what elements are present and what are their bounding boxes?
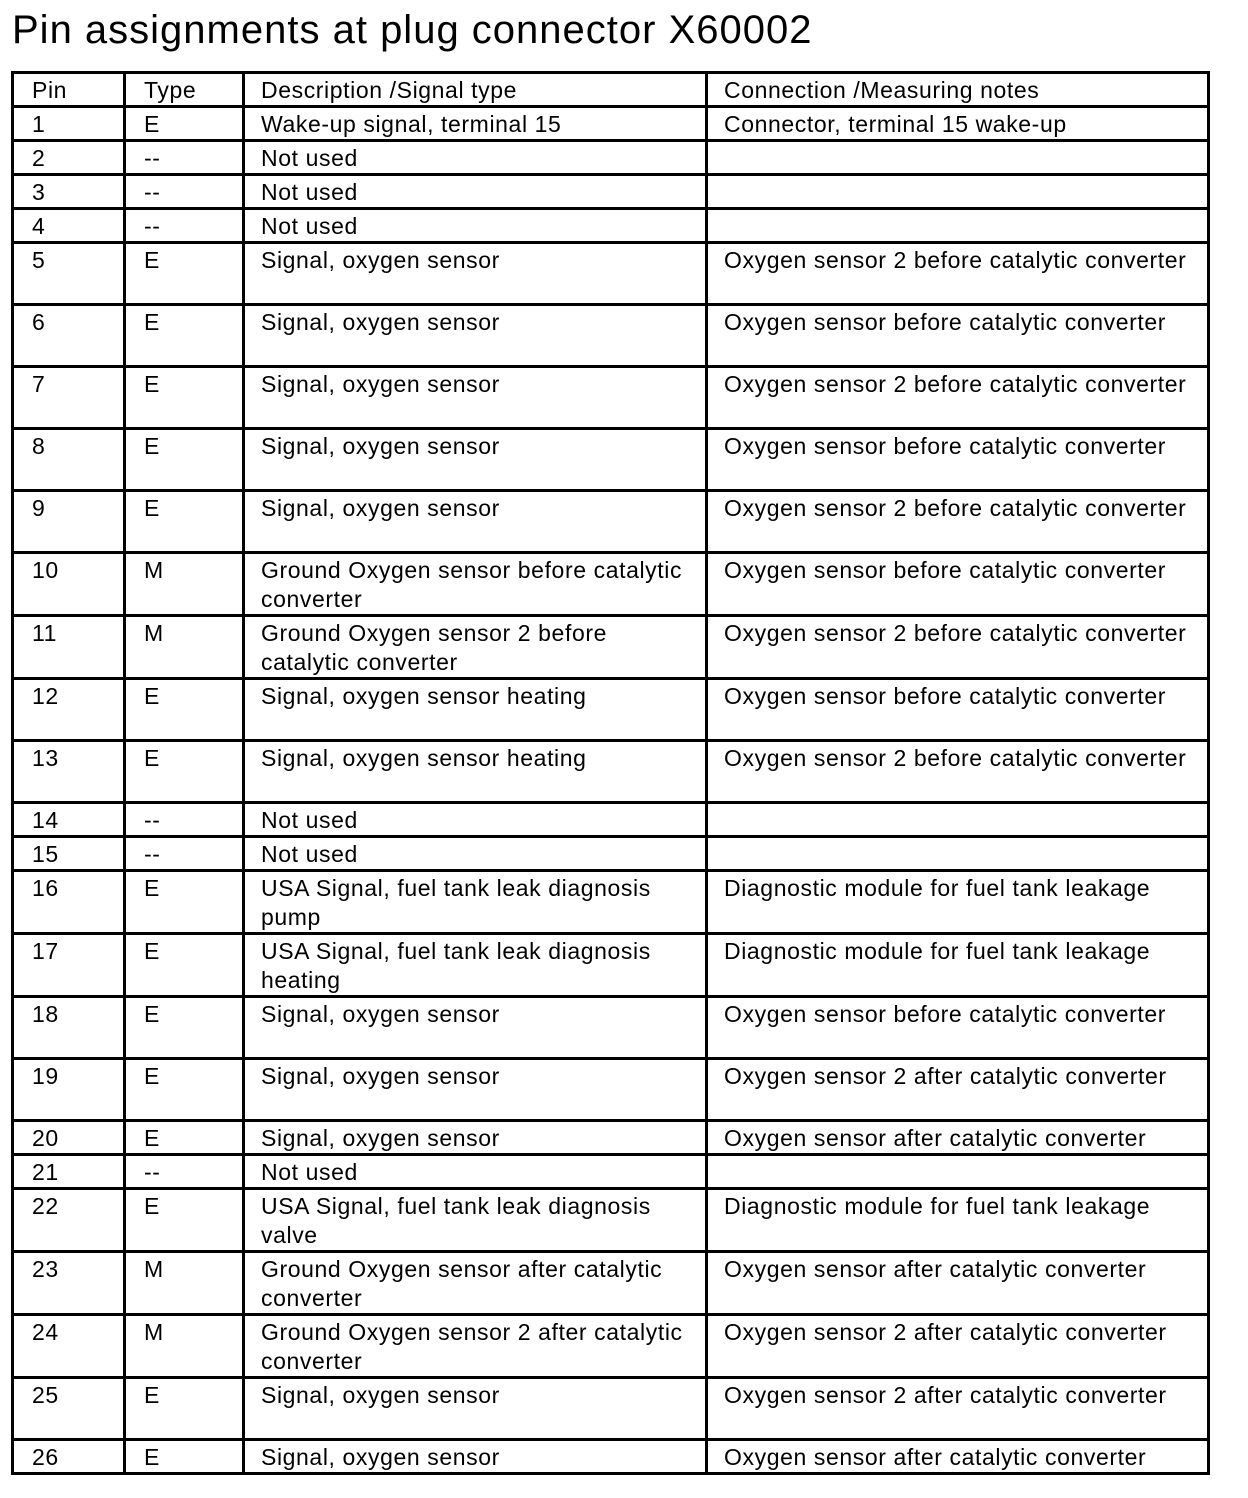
type-cell: E [126, 430, 242, 489]
table-body [14, 108, 1207, 1472]
type-cell: E [126, 306, 242, 365]
pin-cell: 18 [14, 998, 123, 1057]
connection-cell: Diagnostic module for fuel tank leakage [708, 872, 1207, 932]
table-row [14, 306, 1207, 365]
type-cell: E [126, 1122, 242, 1153]
description-cell: Signal, oxygen sensor [245, 368, 705, 427]
type-cell: -- [126, 176, 242, 207]
table-row [14, 872, 1207, 932]
connection-cell: Oxygen sensor before catalytic converter [708, 554, 1207, 614]
table-row [14, 838, 1207, 869]
table-row [14, 998, 1207, 1057]
page-title: Pin assignments at plug connector X60002 [12, 8, 813, 52]
description-cell: Not used [245, 804, 705, 835]
type-cell: E [126, 872, 242, 932]
description-cell: Ground Oxygen sensor after catalytic converter [245, 1253, 705, 1313]
pin-cell: 25 [14, 1379, 123, 1438]
pin-cell: 2 [14, 142, 123, 173]
type-cell: -- [126, 142, 242, 173]
table-row [14, 1253, 1207, 1313]
connection-cell: Oxygen sensor before catalytic converter [708, 998, 1207, 1057]
pin-cell: 3 [14, 176, 123, 207]
description-cell: Not used [245, 838, 705, 869]
connection-cell: Diagnostic module for fuel tank leakage [708, 1190, 1207, 1250]
type-cell: E [126, 108, 242, 139]
pin-cell: 15 [14, 838, 123, 869]
pin-cell: 9 [14, 492, 123, 551]
connection-cell: Oxygen sensor before catalytic converter [708, 306, 1207, 365]
pin-cell: 26 [14, 1441, 123, 1472]
description-cell: Ground Oxygen sensor 2 after catalytic converter [245, 1316, 705, 1376]
type-cell: E [126, 680, 242, 739]
pin-cell: 4 [14, 210, 123, 241]
connection-cell: Oxygen sensor after catalytic converter [708, 1122, 1207, 1153]
table-row [14, 368, 1207, 427]
description-cell: Ground Oxygen sensor 2 before catalytic converter [245, 617, 705, 677]
table-row [14, 1379, 1207, 1438]
connection-cell: Oxygen sensor 2 before catalytic converter [708, 368, 1207, 427]
description-cell: Not used [245, 210, 705, 241]
description-cell: Signal, oxygen sensor [245, 430, 705, 489]
connection-cell: Oxygen sensor before catalytic converter [708, 430, 1207, 489]
column-header-description: Description /Signal type [245, 74, 705, 105]
pin-cell: 8 [14, 430, 123, 489]
connection-cell: Oxygen sensor 2 after catalytic converter [708, 1316, 1207, 1376]
table-row [14, 680, 1207, 739]
pin-cell: 24 [14, 1316, 123, 1376]
type-cell: E [126, 244, 242, 303]
type-cell: E [126, 492, 242, 551]
pin-cell: 23 [14, 1253, 123, 1313]
type-cell: E [126, 368, 242, 427]
table-row [14, 804, 1207, 835]
pin-cell: 19 [14, 1060, 123, 1119]
description-cell: Not used [245, 176, 705, 207]
table-header-row [14, 74, 1207, 105]
connection-cell: Oxygen sensor before catalytic converter [708, 680, 1207, 739]
type-cell: -- [126, 804, 242, 835]
connection-cell: Oxygen sensor 2 before catalytic converter [708, 244, 1207, 303]
description-cell: Signal, oxygen sensor [245, 492, 705, 551]
connection-cell: Diagnostic module for fuel tank leakage [708, 935, 1207, 995]
pin-cell: 1 [14, 108, 123, 139]
connection-cell [708, 142, 1207, 173]
type-cell: -- [126, 210, 242, 241]
description-cell: Signal, oxygen sensor [245, 998, 705, 1057]
connection-cell: Oxygen sensor after catalytic converter [708, 1441, 1207, 1472]
connection-cell [708, 804, 1207, 835]
connection-cell: Oxygen sensor 2 after catalytic converter [708, 1379, 1207, 1438]
type-cell: M [126, 1253, 242, 1313]
description-cell: USA Signal, fuel tank leak diagnosis valve [245, 1190, 705, 1250]
description-cell: USA Signal, fuel tank leak diagnosis heating [245, 935, 705, 995]
description-cell: Ground Oxygen sensor before catalytic converter [245, 554, 705, 614]
table-row [14, 430, 1207, 489]
type-cell: E [126, 935, 242, 995]
pin-cell: 14 [14, 804, 123, 835]
connection-cell [708, 176, 1207, 207]
type-cell: -- [126, 1156, 242, 1187]
pin-cell: 22 [14, 1190, 123, 1250]
description-cell: Signal, oxygen sensor [245, 1122, 705, 1153]
column-header-type: Type [126, 74, 242, 105]
column-header-connection: Connection /Measuring notes [708, 74, 1207, 105]
type-cell: E [126, 742, 242, 801]
pin-cell: 20 [14, 1122, 123, 1153]
pin-cell: 10 [14, 554, 123, 614]
table-row [14, 1122, 1207, 1153]
pin-cell: 11 [14, 617, 123, 677]
table-row [14, 1441, 1207, 1472]
type-cell: M [126, 617, 242, 677]
description-cell: Not used [245, 142, 705, 173]
connection-cell [708, 210, 1207, 241]
description-cell: Signal, oxygen sensor [245, 244, 705, 303]
type-cell: -- [126, 838, 242, 869]
table-row [14, 742, 1207, 801]
connection-cell: Connector, terminal 15 wake-up [708, 108, 1207, 139]
connection-cell: Oxygen sensor 2 before catalytic converter [708, 617, 1207, 677]
table-row [14, 244, 1207, 303]
description-cell: Wake-up signal, terminal 15 [245, 108, 705, 139]
connection-cell: Oxygen sensor 2 before catalytic converter [708, 492, 1207, 551]
column-header-pin: Pin [14, 74, 123, 105]
type-cell: M [126, 554, 242, 614]
table-row [14, 1060, 1207, 1119]
type-cell: M [126, 1316, 242, 1376]
connection-cell [708, 1156, 1207, 1187]
table-row [14, 1156, 1207, 1187]
table-row [14, 554, 1207, 614]
pin-cell: 6 [14, 306, 123, 365]
table-row [14, 617, 1207, 677]
description-cell: Signal, oxygen sensor [245, 306, 705, 365]
pin-cell: 21 [14, 1156, 123, 1187]
type-cell: E [126, 1190, 242, 1250]
table-row [14, 108, 1207, 139]
pin-cell: 7 [14, 368, 123, 427]
description-cell: Signal, oxygen sensor [245, 1441, 705, 1472]
type-cell: E [126, 1060, 242, 1119]
pin-cell: 12 [14, 680, 123, 739]
pin-cell: 13 [14, 742, 123, 801]
connection-cell: Oxygen sensor after catalytic converter [708, 1253, 1207, 1313]
table-row [14, 1190, 1207, 1250]
type-cell: E [126, 998, 242, 1057]
table-row [14, 142, 1207, 173]
connection-cell: Oxygen sensor 2 after catalytic converter [708, 1060, 1207, 1119]
pin-cell: 16 [14, 872, 123, 932]
connection-cell [708, 838, 1207, 869]
description-cell: Not used [245, 1156, 705, 1187]
description-cell: Signal, oxygen sensor heating [245, 680, 705, 739]
description-cell: Signal, oxygen sensor [245, 1060, 705, 1119]
table-row [14, 210, 1207, 241]
table-row [14, 935, 1207, 995]
connection-cell: Oxygen sensor 2 before catalytic converter [708, 742, 1207, 801]
description-cell: Signal, oxygen sensor heating [245, 742, 705, 801]
table-row [14, 492, 1207, 551]
pin-assignment-table [11, 71, 1210, 1475]
pin-cell: 5 [14, 244, 123, 303]
table-row [14, 176, 1207, 207]
pin-cell: 17 [14, 935, 123, 995]
table-row [14, 1316, 1207, 1376]
type-cell: E [126, 1441, 242, 1472]
type-cell: E [126, 1379, 242, 1438]
description-cell: USA Signal, fuel tank leak diagnosis pump [245, 872, 705, 932]
description-cell: Signal, oxygen sensor [245, 1379, 705, 1438]
